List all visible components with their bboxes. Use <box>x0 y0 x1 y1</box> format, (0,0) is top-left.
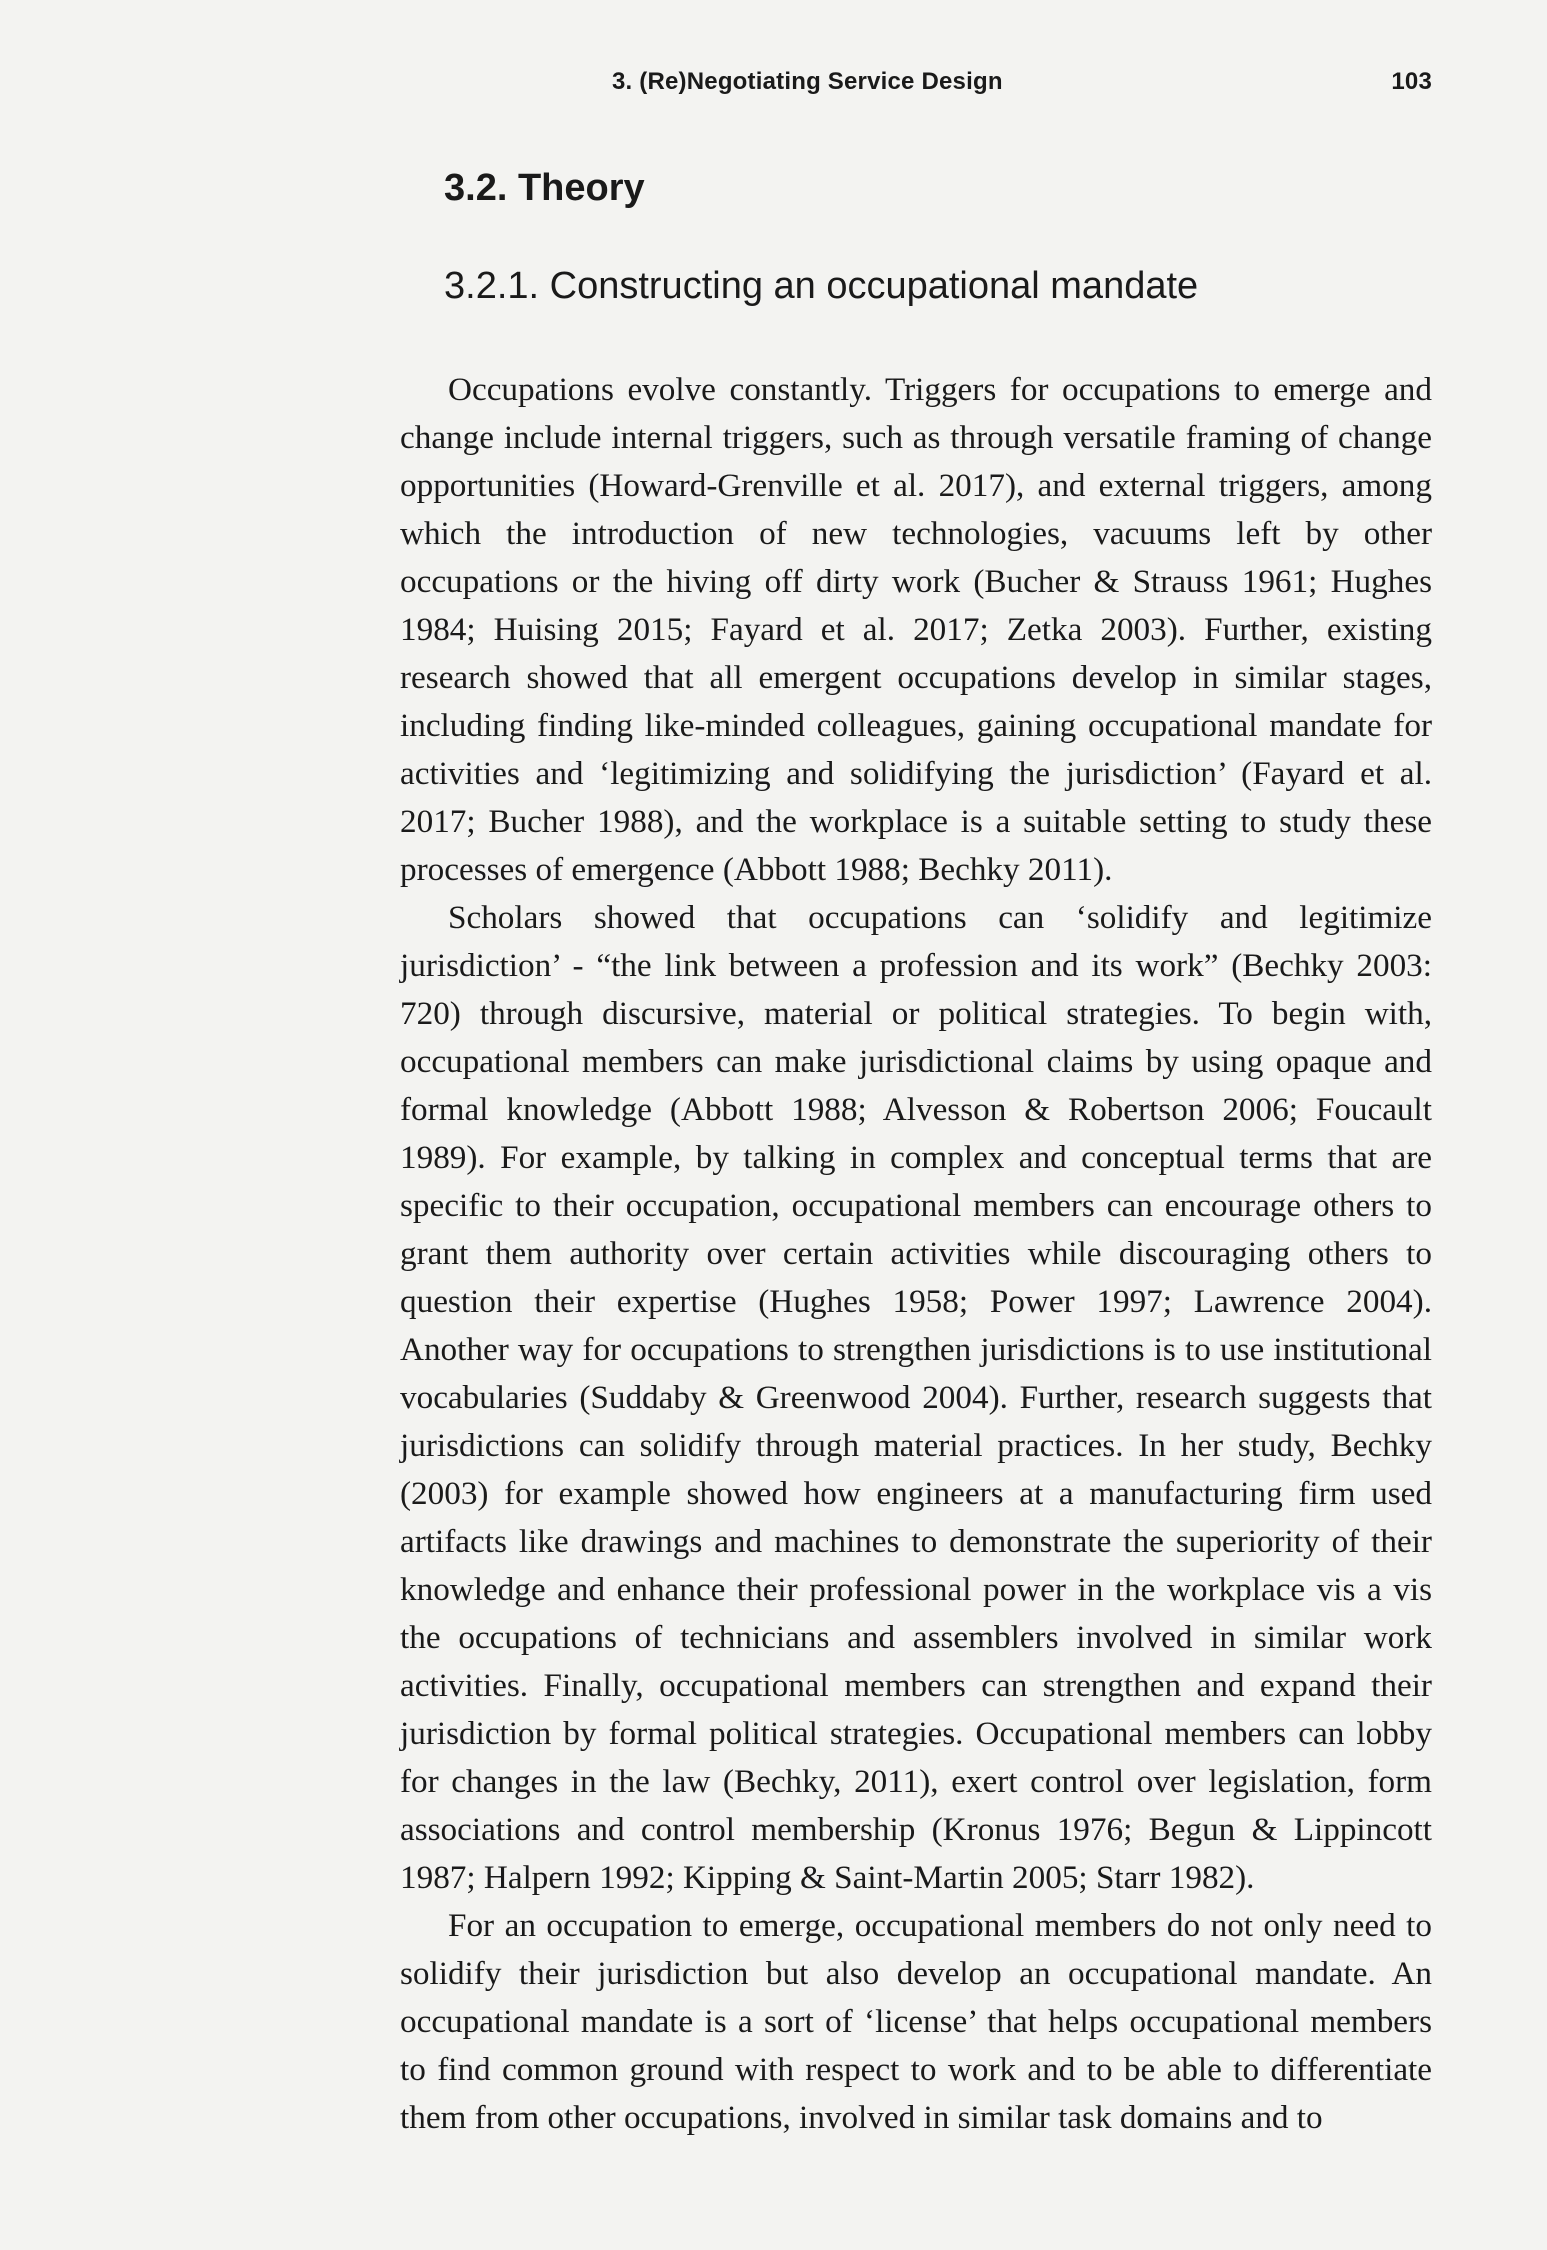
running-title: 3. (Re)Negotiating Service Design <box>612 68 1003 95</box>
paragraph: Scholars showed that occupations can ‘solidify and legitimize jurisdiction’ - “the link between a profession and its work” (Bechky 2003: 720) through discursive, material or political strategies. To begin with, occupational members can make jurisdictional claims by using opaque and formal knowledge (Abbott 1988; Alvesson & Robertson 2006; Foucault 1989). For example, by talking in complex and conceptual terms that are specific to their occupation, occupational members can encourage others to grant them authority over certain activities while discouraging others to question their expertise (Hughes 1958; Power 1997; Lawrence 2004). Another way for occupations to strengthen jurisdictions is to use institutional vocabularies (Suddaby & Greenwood 2004). Further, research suggests that jurisdictions can solidify through material practices. In her study, Bechky (2003) for example showed how engineers at a manufacturing firm used artifacts like drawings and machines to demonstrate the superiority of their knowledge and enhance their professional power in the workplace vis a vis the occupations of technicians and assemblers involved in similar work activities. Finally, occupational members can strengthen and expand their jurisdiction by formal political strategies. Occupational members can lobby for changes in the law (Bechky, 2011), exert control over legislation, form associations and control membership (Kronus 1976; Begun & Lippincott 1987; Halpern 1992; Kipping & Saint-Martin 2005; Starr 1982). <box>400 899 1432 1896</box>
page-header <box>612 68 1432 108</box>
paragraph: For an occupation to emerge, occupational members do not only need to solidify their jurisdiction but also develop an occupational mandate. An occupational mandate is a sort of ‘license’ that helps occupational members to find common ground with respect to work and to be able to differentiate them from other occupations, involved in similar task domains and to <box>400 1907 1432 2136</box>
subsection-title: 3.2.1. Constructing an occupational mandate <box>444 265 1199 307</box>
body-text <box>400 366 1432 2142</box>
section-title: 3.2. Theory <box>444 167 645 209</box>
paragraph: Occupations evolve constantly. Triggers for occupations to emerge and change include internal triggers, such as through versatile framing of change opportunities (Howard-Grenville et al. 2017), and external triggers, among which the introduction of new technologies, vacuums left by other occupations or the hiving off dirty work (Bucher & Strauss 1961; Hughes 1984; Huising 2015; Fayard et al. 2017; Zetka 2003). Further, existing research showed that all emergent occupations develop in similar stages, including finding like-minded colleagues, gaining occupational mandate for activities and ‘legitimizing and solidifying the jurisdiction’ (Fayard et al. 2017; Bucher 1988), and the workplace is a suitable setting to study these processes of emergence (Abbott 1988; Bechky 2011). <box>400 371 1432 888</box>
page-number: 103 <box>1391 68 1432 95</box>
